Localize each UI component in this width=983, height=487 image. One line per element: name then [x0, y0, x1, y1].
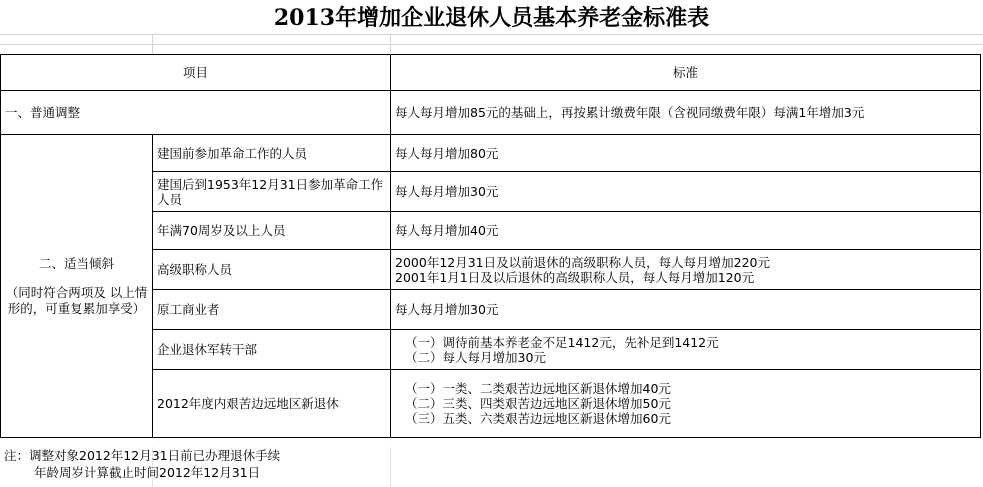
tilt-standard-line: （三）五类、六类艰苦边远地区新退休增加60元: [405, 411, 671, 426]
tilt-standard: 每人每月增加80元: [391, 135, 981, 172]
tilt-standard-line: （二）三类、四类艰苦边远地区新退休增加50元: [405, 396, 671, 411]
table-row: [1, 135, 981, 172]
pension-standard-table: [0, 54, 981, 438]
tilt-standard-cell: [391, 330, 981, 370]
tilt-standard-line: （二）每人每月增加30元: [405, 349, 546, 365]
tilt-standard-line: （一）一类、二类艰苦边远地区新退休增加40元: [405, 381, 671, 396]
tilt-item: 2012年度内艰苦边远地区新退休: [153, 370, 391, 438]
grid-column-line: [390, 34, 391, 54]
grid-column-line: [152, 34, 153, 54]
table-row-general: [1, 91, 981, 135]
general-standard: 每人每月增加85元的基础上，再按累计缴费年限（含视同缴费年限）每满1年增加3元: [391, 91, 981, 135]
tilt-item: 建国前参加革命工作的人员: [153, 135, 391, 172]
general-label: 一、普通调整: [1, 91, 391, 135]
grid-line: [0, 34, 983, 35]
table-header-row: [1, 55, 981, 91]
tilt-note: （同时符合两项及 以上情形的，可重复累加享受）: [5, 284, 148, 316]
footer-line: 注：调整对象2012年12月31日前已办理退休手续: [4, 448, 281, 463]
tilt-standard: 每人每月增加30元: [391, 290, 981, 330]
tilt-item: 原工商业者: [153, 290, 391, 330]
footer-line: 年龄周岁计算截止时间2012年12月31日: [34, 465, 261, 480]
header-item: 项目: [1, 55, 391, 91]
tilt-item: 年满70周岁及以上人员: [153, 212, 391, 250]
grid-line: [0, 44, 983, 45]
header-standard: 标准: [391, 55, 981, 91]
tilt-item: 企业退休军转干部: [153, 330, 391, 370]
tilt-standard: 每人每月增加30元: [391, 172, 981, 212]
tilt-standard-cell: [391, 370, 981, 438]
tilt-label-cell: [1, 135, 153, 438]
tilt-standard-line: （一）调待前基本养老金不足1412元，先补足到1412元: [405, 334, 719, 350]
tilt-item: 高级职称人员: [153, 250, 391, 290]
page-title: 2013年增加企业退休人员基本养老金标准表: [273, 5, 710, 31]
footer-note: [0, 447, 983, 481]
tilt-standard: 每人每月增加40元: [391, 212, 981, 250]
tilt-standard-cell: [391, 250, 981, 290]
tilt-standard-line: 2001年1月1日及以后退休的高级职称人员，每人每月增加120元: [395, 269, 755, 285]
tilt-item: 建国后到1953年12月31日参加革命工作人员: [153, 172, 391, 212]
tilt-label: 二、适当倾斜: [38, 255, 114, 271]
tilt-standard-line: 2000年12月31日及以前退休的高级职称人员，每人每月增加220元: [395, 254, 770, 270]
